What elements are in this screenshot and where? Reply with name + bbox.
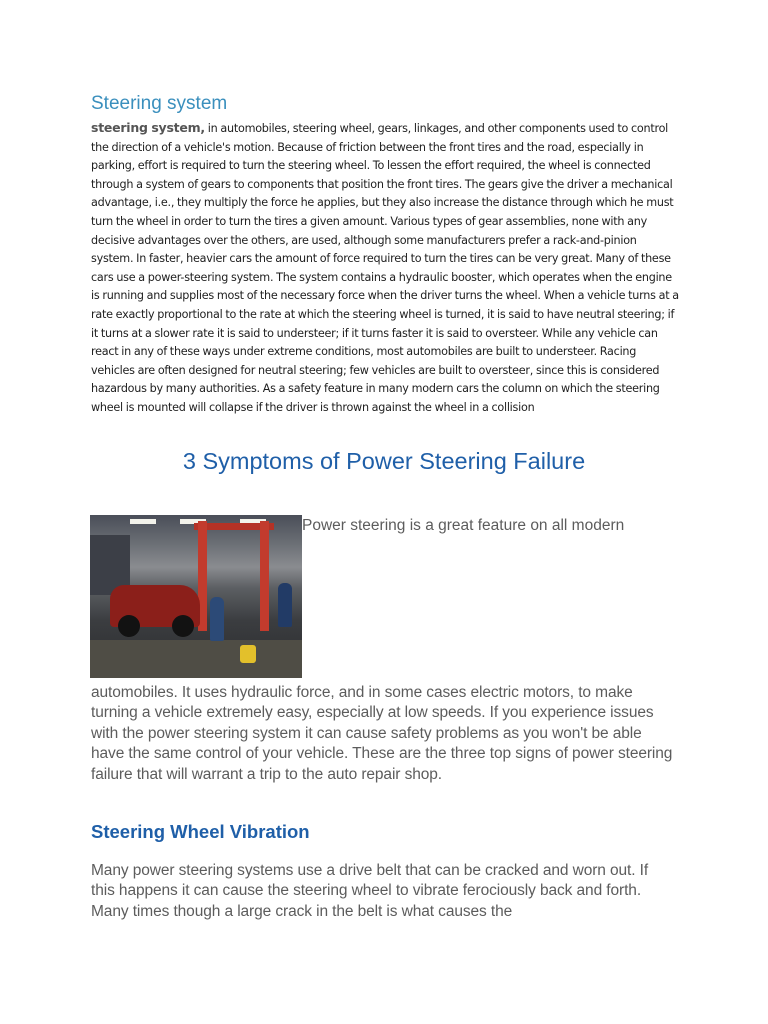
section-heading-steering-system: Steering system	[91, 93, 228, 114]
term-steering-system: steering system,	[91, 120, 205, 135]
article-title: 3 Symptoms of Power Steering Failure	[182, 448, 586, 474]
vibration-paragraph: Many power steering systems use a drive belt that can be cracked and worn out. If this happens it can cause the steering wheel to vibrate ferociously back and forth. Many times though a large crack in the belt is what causes the	[91, 862, 649, 920]
steering-system-paragraph	[91, 119, 679, 418]
auto-repair-shop-photo	[90, 515, 302, 678]
subheading-steering-wheel-vibration: Steering Wheel Vibration	[91, 821, 310, 842]
intro-paragraph: automobiles. It uses hydraulic force, and in some cases electric motors, to make turning a vehicle extremely easy, especially at low speeds. If you experience issues with the power steering system it can cause safety problems as you won't be able have the same control of your vehicle. These are the three top signs of power steering failure that will warrant a trip to the auto repair shop.	[91, 684, 673, 783]
intro-paragraph-first-line: Power steering is a great feature on all modern	[302, 517, 625, 534]
steering-system-body: in automobiles, steering wheel, gears, linkages, and other components used to control the direction of a vehicle's motion. Because of friction between the front tires and the road, especially in parking, effort is required to turn the steering wheel. To lessen the effort required, the wheel is connected through a system of gears to components that position the front tires. The gears give the driver a mechanical advantage, i.e., they multiply the force he applies, but they also increase the distance through which he must turn the wheel in order to turn the tires a given amount. Various types of gear assemblies, none with any decisive advantages over the others, are used, although some manufacturers prefer a rack-and-pinion system. In faster, heavier cars the amount of force required to turn the tires can be very great. Many of these cars use a power-steering system. The system contains a hydraulic booster, which operates when the engine is running and supplies most of the necessary force when the driver turns the wheel. When a vehicle turns at a rate exactly proportional to the rate at which the steering wheel is turned, it is said to have neutral steering; if it turns at a slower rate it is said to understeer; if it turns faster it is said to oversteer. While any vehicle can react in any of these ways under extreme conditions, most automobiles are built to understeer. Racing vehicles are often designed for neutral steering; few vehicles are built to oversteer, since this is considered hazardous by many authorities. As a safety feature in many modern cars the column on which the steering wheel is mounted will collapse if the driver is thrown against the wheel in a collision	[91, 122, 679, 414]
